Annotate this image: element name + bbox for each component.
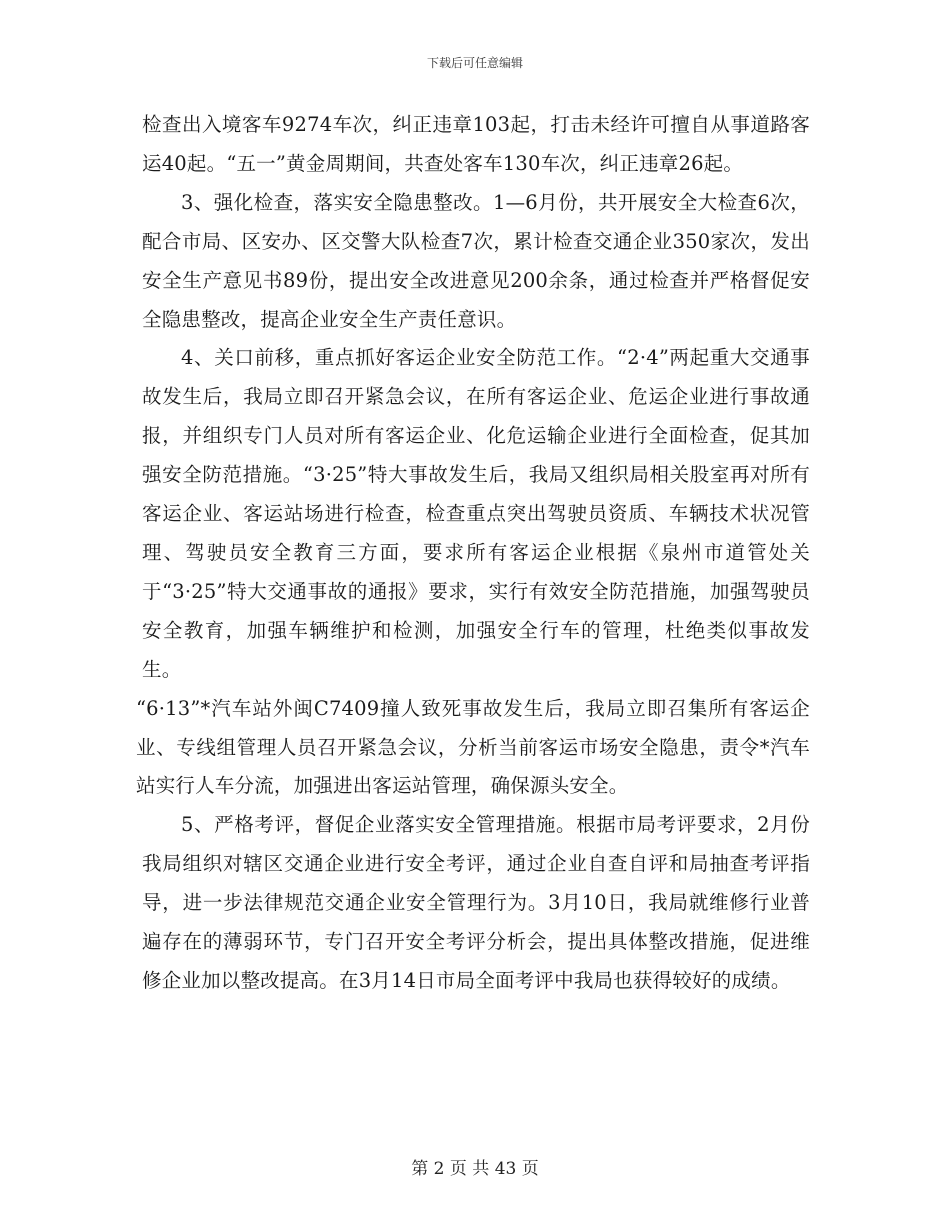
paragraph-item-4: 4、关口前移，重点抓好客运企业安全防范工作。“2·4”两起重大交通事故发生后，我局立即召开紧急会议，在所有客运企业、危运企业进行事故通报，并组织专门人员对所有客运企业、化危运输企业进行全面检查，促其加强安全防范措施。“3·25”特大事故发生后，我局又组织局相关股室再对所有客运企业、客运站场进行检查，检查重点突出驾驶员资质、车辆技术状况管理、驾驶员安全教育三方面，要求所有客运企业根据《泉州市道管处关于“3·25”特大交通事故的通报》要求，实行有效安全防范措施，加强驾驶员安全教育，加强车辆维护和检测，加强安全行车的管理，杜绝类似事故发生。 (142, 346, 810, 681)
paragraph-item-5: 5、严格考评，督促企业落实安全管理措施。根据市局考评要求，2月份我局组织对辖区交通企业进行安全考评，通过企业自查自评和局抽查考评指导，进一步法律规范交通企业安全管理行为。3月10日，我局就维修行业普遍存在的薄弱环节，专门召开安全考评分析会，提出具体整改措施，促进维修企业加以整改提高。在3月14日市局全面考评中我局也获得较好的成绩。 (142, 813, 810, 992)
paragraph-item-3: 3、强化检查，落实安全隐患整改。1—6月份，共开展安全大检查6次，配合市局、区安办、区交警大队检查7次，累计检查交通企业350家次，发出安全生产意见书89份，提出安全改进意见200余条，通过检查并严格督促安全隐患整改，提高企业安全生产责任意识。 (142, 190, 810, 331)
page-number-footer: 第 2 页 共 43 页 (411, 1159, 539, 1179)
document-body (136, 106, 810, 1001)
page-header: 下载后可任意编辑 (426, 56, 523, 70)
paragraph-continuation: 检查出入境客车9274车次，纠正违章103起，打击未经许可擅自从事道路客运40起。“五一”黄金周期间，共查处客车130车次，纠正违章26起。 (142, 113, 810, 175)
paragraph-incident-6-13: “6·13”*汽车站外闽C7409撞人致死事故发生后，我局立即召集所有客运企业、专线组管理人员召开紧急会议，分析当前客运市场安全隐患，责令*汽车站实行人车分流，加强进出客运站管理，确保源头安全。 (136, 696, 810, 798)
